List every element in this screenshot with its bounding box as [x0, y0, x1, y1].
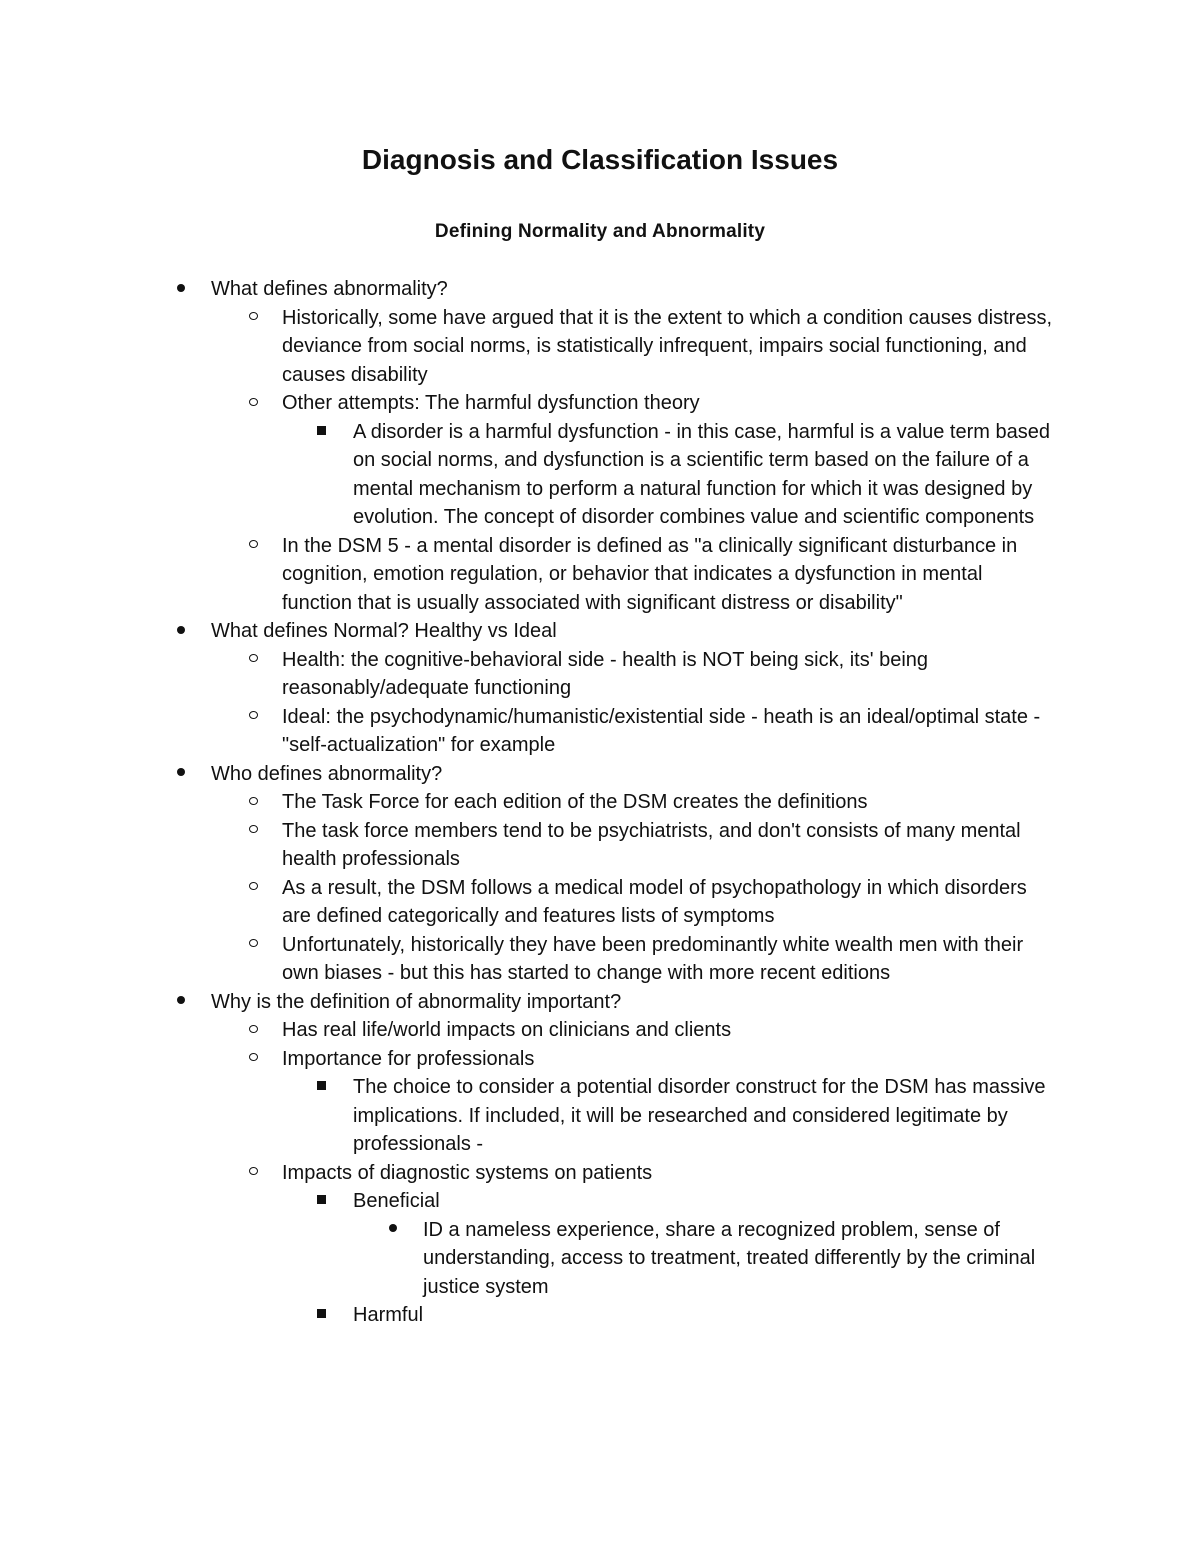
bullet-marker: [177, 617, 185, 646]
list-item-level-2: [0, 1159, 1057, 1188]
list-item-level-2: [0, 1045, 1057, 1074]
list-item-text: Ideal: the psychodynamic/humanistic/existential side - heath is an ideal/optimal state - "self-actualization" for example: [282, 705, 1041, 756]
list-item-level-1: [0, 760, 1051, 789]
list-item-text: Why is the definition of abnormality important?: [211, 990, 622, 1013]
list-item-text: Historically, some have argued that it is the extent to which a condition causes distress, deviance from social norms, is statistically infrequent, impairs social functioning, and causes disability: [282, 306, 1053, 386]
bullet-marker: [249, 1159, 258, 1188]
list-item-text: Beneficial: [353, 1190, 440, 1212]
list-item-level-1: [0, 617, 1051, 646]
bullet-marker: [317, 1073, 326, 1102]
hollow-bullet-icon: [249, 711, 258, 719]
square-bullet-icon: [317, 1195, 326, 1204]
square-bullet-icon: [317, 1081, 326, 1090]
list-item-level-2: [0, 788, 1057, 817]
list-item-text: As a result, the DSM follows a medical model of psychopathology in which disorders are defined categorically and features lists of symptoms: [282, 876, 1027, 927]
filled-bullet-icon: [177, 284, 185, 292]
hollow-bullet-icon: [249, 1167, 258, 1175]
bullet-marker: [317, 418, 326, 447]
bullet-marker: [249, 646, 258, 675]
bullet-outline: [0, 275, 1200, 1330]
list-item-text: Has real life/world impacts on clinicians and clients: [282, 1019, 732, 1041]
bullet-marker: [249, 1045, 258, 1074]
list-item-text: What defines Normal? Healthy vs Ideal: [211, 620, 557, 642]
list-item-level-3: [0, 1301, 1053, 1330]
list-item-text: What defines abnormality?: [211, 278, 448, 300]
filled-bullet-icon: [389, 1224, 397, 1232]
list-item-level-1: [0, 988, 1051, 1017]
list-item-text: Importance for professionals: [282, 1047, 535, 1070]
list-item-level-3: [0, 1073, 1053, 1159]
hollow-bullet-icon: [249, 540, 258, 548]
list-item-text: Who defines abnormality?: [211, 762, 443, 785]
hollow-bullet-icon: [249, 939, 258, 947]
bullet-marker: [317, 1301, 326, 1330]
list-item-level-2: [0, 1016, 1057, 1045]
bullet-marker: [249, 1016, 258, 1045]
bullet-marker: [249, 304, 258, 333]
list-item-text: Health: the cognitive-behavioral side - health is NOT being sick, its' being reasonably/adequate functioning: [282, 648, 929, 699]
section-heading: Defining Normality and Abnormality: [434, 221, 766, 242]
hollow-bullet-icon: [249, 1053, 258, 1061]
hollow-bullet-icon: [249, 654, 258, 662]
square-bullet-icon: [317, 1309, 326, 1318]
list-item-text: The Task Force for each edition of the DSM creates the definitions: [282, 791, 868, 813]
list-item-text: In the DSM 5 - a mental disorder is defined as "a clinically significant disturbance in cognition, emotion regulation, or behavior that indicates a dysfunction in mental function that is usually associated with significant distress or disability": [282, 534, 1018, 614]
list-item-level-2: [0, 646, 1057, 703]
bullet-marker: [389, 1216, 397, 1245]
bullet-marker: [249, 788, 258, 817]
list-item-level-2: [0, 817, 1057, 874]
bullet-marker: [177, 760, 185, 789]
bullet-marker: [249, 931, 258, 960]
list-item-level-2: [0, 703, 1057, 760]
square-bullet-icon: [317, 426, 326, 435]
list-item-text: Impacts of diagnostic systems on patients: [282, 1161, 653, 1184]
bullet-marker: [249, 817, 258, 846]
list-item-level-1: [0, 275, 1051, 304]
filled-bullet-icon: [177, 996, 185, 1004]
list-item-level-3: [0, 418, 1053, 532]
list-item-level-2: [0, 874, 1057, 931]
bullet-marker: [177, 988, 185, 1017]
page-title: Diagnosis and Classification Issues: [361, 144, 839, 175]
hollow-bullet-icon: [249, 882, 258, 890]
list-item-level-2: [0, 304, 1057, 390]
list-item-level-2: [0, 532, 1057, 618]
list-item-text: A disorder is a harmful dysfunction - in this case, harmful is a value term based on social norms, and dysfunction is a scientific term based on the failure of a mental mechanism to perform a natural function for which it was designed by evolution. The concept of disorder combines value and scientific components: [353, 420, 1050, 528]
bullet-marker: [249, 874, 258, 903]
list-item-text: Harmful: [353, 1304, 424, 1326]
bullet-marker: [177, 275, 185, 304]
list-item-text: The task force members tend to be psychiatrists, and don't consists of many mental health professionals: [282, 819, 1021, 870]
bullet-marker: [317, 1187, 326, 1216]
hollow-bullet-icon: [249, 797, 258, 805]
hollow-bullet-icon: [249, 398, 258, 406]
list-item-text: Unfortunately, historically they have been predominantly white wealth men with their own biases - but this has started to change with more recent editions: [282, 933, 1024, 984]
bullet-marker: [249, 703, 258, 732]
filled-bullet-icon: [177, 768, 185, 776]
bullet-marker: [249, 532, 258, 561]
list-item-level-2: [0, 389, 1057, 418]
list-item-text: ID a nameless experience, share a recognized problem, sense of understanding, access to treatment, treated differently by the criminal justice system: [423, 1218, 1036, 1298]
hollow-bullet-icon: [249, 1025, 258, 1033]
list-item-text: Other attempts: The harmful dysfunction theory: [282, 392, 700, 414]
bullet-marker: [249, 389, 258, 418]
list-item-text: The choice to consider a potential disorder construct for the DSM has massive implications. If included, it will be researched and considered legitimate by professionals -: [353, 1076, 1046, 1155]
hollow-bullet-icon: [249, 825, 258, 833]
list-item-level-4: [0, 1216, 1055, 1302]
filled-bullet-icon: [177, 626, 185, 634]
hollow-bullet-icon: [249, 312, 258, 320]
list-item-level-3: [0, 1187, 1053, 1216]
list-item-level-2: [0, 931, 1057, 988]
